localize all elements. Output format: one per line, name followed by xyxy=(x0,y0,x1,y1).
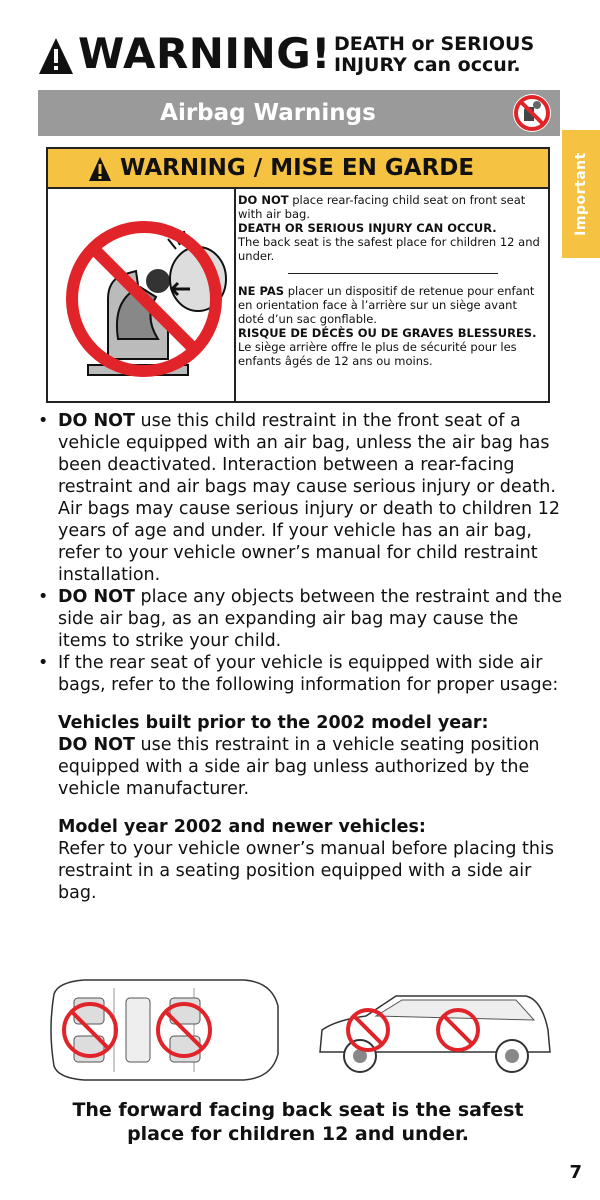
warning-triangle-icon xyxy=(88,156,112,182)
bullet-item xyxy=(38,652,566,696)
bullet-item xyxy=(38,586,566,652)
warning-fr xyxy=(238,284,542,368)
footer-line1: The forward facing back seat is the safest xyxy=(72,1099,524,1121)
warning-box-text xyxy=(238,193,542,368)
fr-text2: Le siège arrière offre le plus de sécurité pour les enfants âgés de 12 ans ou moins. xyxy=(238,340,517,368)
fr-risk: RISQUE DE DÉCÈS OU DE GRAVES BLESSURES. xyxy=(238,326,537,340)
side-tab-label: Important xyxy=(573,152,589,236)
warning-subtitle xyxy=(334,34,534,76)
vehicle-side-view-illustration xyxy=(316,990,554,1080)
footer-line2: place for children 12 and under. xyxy=(127,1123,469,1145)
bullet-text: use this child restraint in the front seat of a vehicle equipped with an air bag, unless the air bag has been deactivated. Interaction between a rear-facing restraint and air bags may cause serious injury or death. Air bags may cause serious injury or death to children 12 years of age and under. If your vehicle has an air bag, refer to your vehicle owner’s manual for child restraint installation. xyxy=(58,411,560,585)
warning-illustration xyxy=(48,189,236,401)
pre-2002-block xyxy=(38,712,566,800)
warning-title: WARNING! xyxy=(78,29,331,78)
warning-en xyxy=(238,193,542,263)
page-number: 7 xyxy=(569,1162,582,1183)
bullet-bold: DO NOT xyxy=(58,587,135,607)
en-text2: The back seat is the safest place for children 12 and under. xyxy=(238,235,540,263)
bullet-bold: DO NOT xyxy=(58,411,135,431)
en-death: DEATH OR SERIOUS INJURY CAN OCCUR. xyxy=(238,221,497,235)
warning-box-title: WARNING / MISE EN GARDE xyxy=(120,155,475,181)
warning-subtitle-line2: INJURY can occur. xyxy=(334,54,521,76)
en-text: place rear-facing child seat on front seat with air bag. xyxy=(238,193,526,221)
block-heading: Vehicles built prior to the 2002 model year: xyxy=(58,713,489,733)
block-heading: Model year 2002 and newer vehicles: xyxy=(58,817,426,837)
en-donot: DO NOT xyxy=(238,193,289,207)
section-title: Airbag Warnings xyxy=(160,100,376,126)
warning-subtitle-line1: DEATH or SERIOUS xyxy=(334,33,535,55)
block-text: Refer to your vehicle owner’s manual before placing this restraint in a seating position equipped with a side air bag. xyxy=(58,839,554,903)
section-bar xyxy=(38,90,560,136)
warning-box xyxy=(46,147,550,403)
body-text xyxy=(38,410,566,904)
warning-box-header xyxy=(48,149,548,189)
warning-triangle-icon xyxy=(38,36,74,76)
bullet-text: If the rear seat of your vehicle is equipped with side air bags, refer to the following information for proper usage: xyxy=(58,653,559,695)
block-text: use this restraint in a vehicle seating position equipped with a side air bag unless authorized by the vehicle manufacturer. xyxy=(58,735,540,799)
no-airbag-seat-icon xyxy=(512,93,552,133)
fr-text: placer un dispositif de retenue pour enfant en orientation face à l’arrière sur un siège avant doté d’un sac gonflable. xyxy=(238,284,535,326)
fr-nepas: NE PAS xyxy=(238,284,285,298)
post-2002-block xyxy=(38,816,566,904)
side-tab xyxy=(562,130,600,258)
block-bold: DO NOT xyxy=(58,735,135,755)
footer-note xyxy=(38,1098,558,1146)
bullet-dot: • xyxy=(38,411,49,431)
warning-header xyxy=(38,30,558,84)
bullet-dot: • xyxy=(38,587,49,607)
bullet-item xyxy=(38,410,566,586)
divider xyxy=(288,273,498,274)
bullet-text: place any objects between the restraint and the side air bag, as an expanding air bag may cause the items to strike your child. xyxy=(58,587,563,651)
no-rear-facing-seat-icon xyxy=(48,189,234,401)
bullet-dot: • xyxy=(38,653,49,673)
vehicle-top-view-illustration xyxy=(44,974,282,1086)
